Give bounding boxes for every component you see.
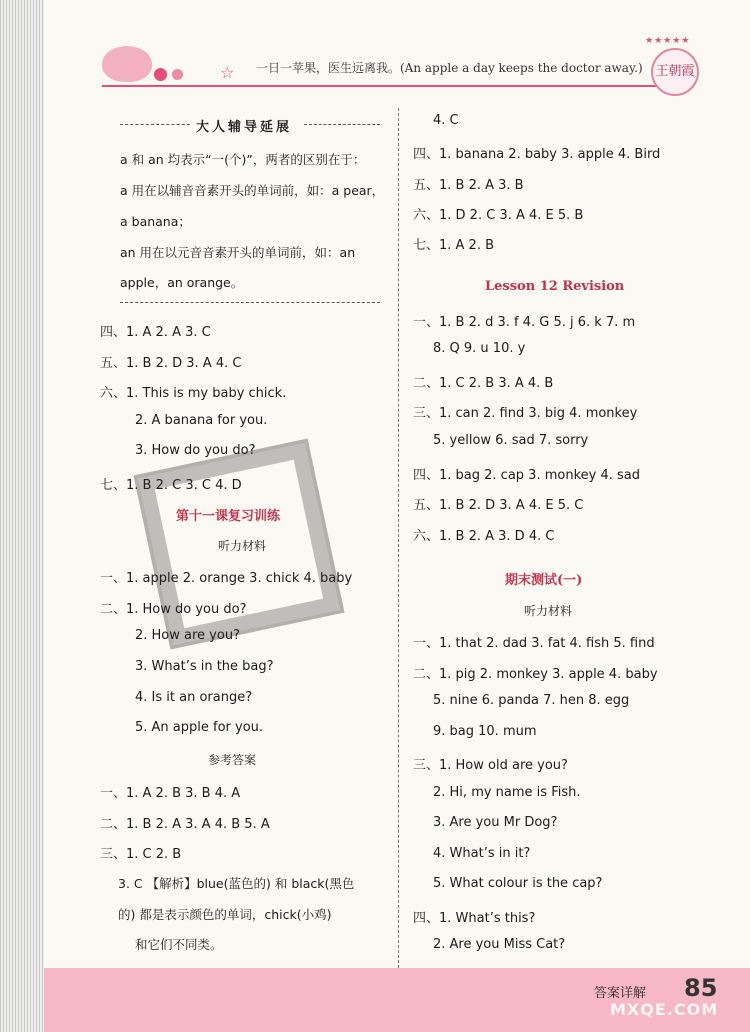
lesson-line: 一、1. B 2. d 3. f 4. G 5. j 6. k 7. m: [413, 315, 636, 330]
column-divider: [398, 108, 399, 968]
dashed-rule: [120, 302, 380, 303]
lesson-title: Lesson 12 Revision: [485, 279, 625, 294]
tip-line: apple，an orange。: [120, 275, 244, 290]
listening-line: 二、1. How do you do?: [100, 602, 247, 617]
exam-line: 4. What’s in it?: [433, 846, 531, 861]
answer-line: 3. How do you do?: [135, 443, 256, 458]
seal-stamp-icon: [133, 438, 344, 649]
lesson-line: 六、1. B 2. A 3. D 4. C: [413, 529, 555, 544]
reference-line: 三、1. C 2. B: [100, 847, 182, 862]
exam-line: 一、1. that 2. dad 3. fat 4. fish 5. find: [413, 636, 655, 651]
reference-line: 一、1. A 2. B 3. B 4. A: [100, 786, 241, 801]
dot-icon: [172, 69, 183, 80]
listening-line: 5. An apple for you.: [135, 720, 264, 735]
answer-line: 六、1. D 2. C 3. A 4. E 5. B: [413, 208, 584, 223]
tip-line: a banana；: [120, 214, 191, 229]
reference-line: 的) 都是表示颜色的单词，chick(小鸡): [118, 907, 332, 922]
brand-logo: 王朝霞: [651, 48, 699, 96]
listening-line: 2. How are you?: [135, 628, 240, 643]
answer-line: 五、1. B 2. D 3. A 4. C: [100, 356, 242, 371]
listening-line: 3. What’s in the bag?: [135, 659, 274, 674]
lesson-line: 二、1. C 2. B 3. A 4. B: [413, 376, 554, 391]
answer-line: 四、1. banana 2. baby 3. apple 4. Bird: [413, 147, 661, 162]
reference-title: 参考答案: [208, 753, 257, 767]
watermark: MXQE.COM: [610, 1000, 719, 1019]
dashed-rule: [304, 124, 380, 125]
star-icon: ☆: [220, 63, 235, 82]
answer-line: 六、1. This is my baby chick.: [100, 386, 287, 401]
exam-line: 5. What colour is the cap?: [433, 876, 603, 891]
answer-line: 2. A banana for you.: [135, 413, 268, 428]
listening-line: 4. Is it an orange?: [135, 690, 253, 705]
lesson-line: 5. yellow 6. sad 7. sorry: [433, 433, 589, 448]
header-motto: 一日一苹果，医生远离我。(An apple a day keeps the doctor away.): [256, 61, 643, 75]
lesson-line: 8. Q 9. u 10. y: [433, 341, 526, 356]
listening-line: 一、1. apple 2. orange 3. chick 4. baby: [100, 571, 353, 586]
tip-line: a 用在以辅音音素开头的单词前，如：a pear，: [120, 183, 385, 198]
answer-line: 4. C: [433, 113, 459, 128]
tip-heading: 大人辅导延展: [196, 120, 293, 135]
chick-mascot-icon: [102, 46, 152, 82]
stars-icon: ★★★★★: [645, 36, 691, 46]
listening-title: 听力材料: [218, 539, 267, 553]
page-header: [44, 36, 750, 100]
exam-title: 期末测试(一): [505, 573, 583, 588]
section-title: 第十一课复习训练: [176, 509, 281, 524]
answer-line: 四、1. A 2. A 3. C: [100, 325, 211, 340]
footer-label: 答案详解: [594, 986, 647, 1001]
exam-line: 三、1. How old are you?: [413, 758, 568, 773]
exam-line: 2. Hi, my name is Fish.: [433, 785, 581, 800]
lesson-line: 三、1. can 2. find 3. big 4. monkey: [413, 406, 638, 421]
dashed-rule: [120, 124, 190, 125]
dot-icon: [154, 68, 167, 81]
header-rule: [102, 85, 656, 87]
page-edge-stack: [0, 0, 44, 1032]
tip-line: a 和 an 均表示“一(个)”，两者的区别在于：: [120, 152, 366, 167]
exam-line: 四、1. What’s this?: [413, 911, 536, 926]
exam-listening-title: 听力材料: [524, 604, 573, 618]
reference-line: 二、1. B 2. A 3. A 4. B 5. A: [100, 817, 270, 832]
exam-line: 3. Are you Mr Dog?: [433, 815, 558, 830]
exam-line: 5. nine 6. panda 7. hen 8. egg: [433, 693, 630, 708]
exam-line: 9. bag 10. mum: [433, 724, 537, 739]
page-number: 85: [684, 974, 718, 1002]
tip-line: an 用在以元音音素开头的单词前，如：an: [120, 245, 356, 260]
exam-line: 2. Are you Miss Cat?: [433, 937, 566, 952]
reference-line: 3. C 【解析】blue(蓝色的) 和 black(黑色: [118, 876, 355, 891]
answer-line: 五、1. B 2. A 3. B: [413, 178, 524, 193]
reference-line: 和它们不同类。: [135, 937, 223, 952]
exam-line: 二、1. pig 2. monkey 3. apple 4. baby: [413, 667, 658, 682]
answer-line: 七、1. B 2. C 3. C 4. D: [100, 478, 242, 493]
lesson-line: 五、1. B 2. D 3. A 4. E 5. C: [413, 498, 584, 513]
lesson-line: 四、1. bag 2. cap 3. monkey 4. sad: [413, 468, 640, 483]
answer-line: 七、1. A 2. B: [413, 238, 495, 253]
